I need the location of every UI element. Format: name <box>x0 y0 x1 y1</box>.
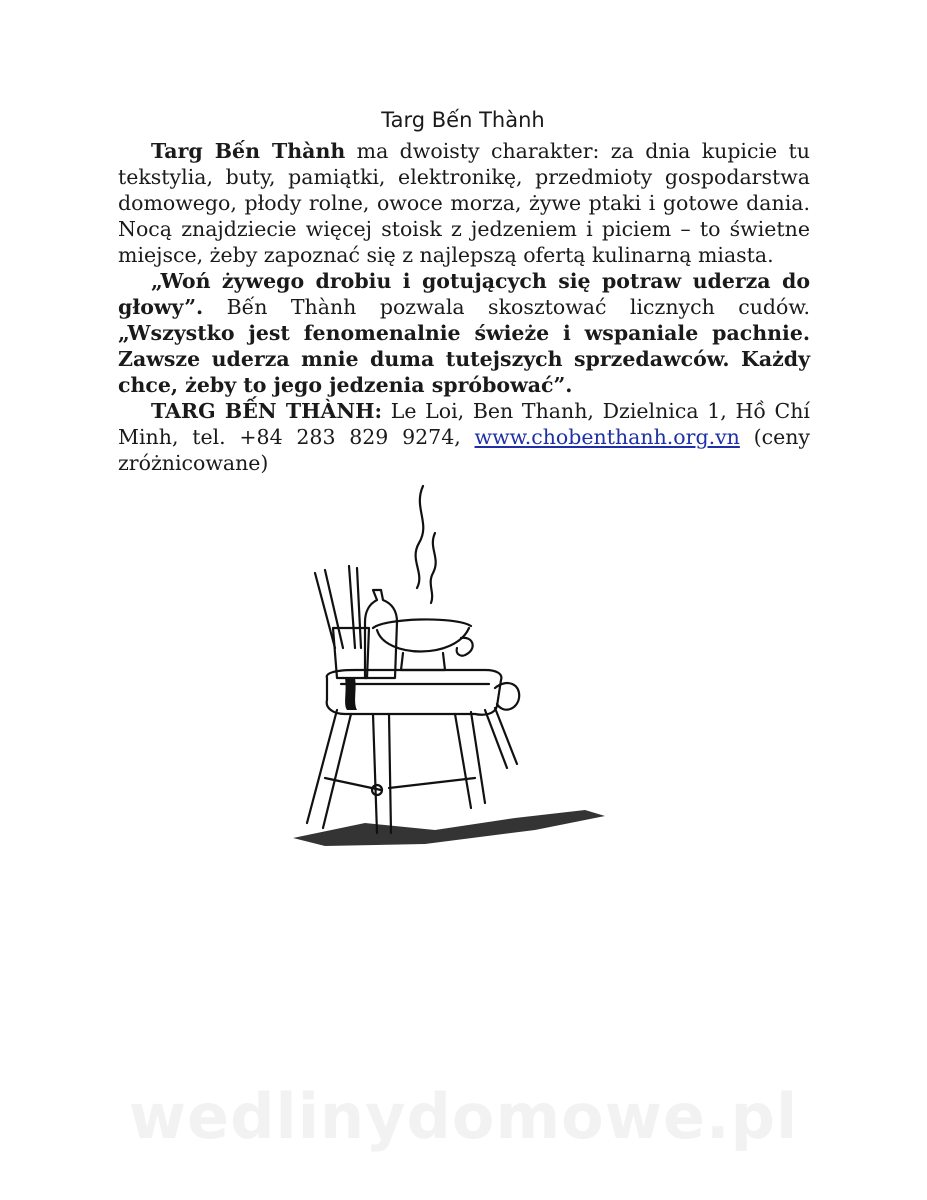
watermark-text: wedlinydomowe.pl <box>128 1080 799 1153</box>
paragraph-intro <box>118 138 810 268</box>
address-label: TARG BẾN THÀNH: <box>151 399 383 423</box>
quote-smell: „Woń żywego drobiu i gotujących się potraw uderza do głowy”. <box>118 269 810 319</box>
intro-text: ma dwoisty charakter: za dnia kupicie tu tekstylia, buty, pamiątki, elektronikę, przedmioty gospodarstwa domowego, płody rolne, owoce morza, żywe ptaki i gotowe dania. Nocą znajdziecie więcej stoisk z jedzeniem i piciem – to świetne miejsce, żeby zapoznać się z najlepszą ofertą kulinarną miasta. <box>118 139 810 267</box>
stool-with-bowl-illustration-icon <box>285 478 655 848</box>
article-body <box>118 138 810 476</box>
paragraph-quotes <box>118 268 810 398</box>
market-name: Targ Bến Thành <box>151 139 346 163</box>
website-link[interactable]: www.chobenthanh.org.vn <box>474 425 740 449</box>
page-title: Targ Bến Thành <box>381 108 545 132</box>
quote-bridge-text: Bến Thành pozwala skosztować licznych cudów. <box>203 295 810 319</box>
quote-freshness: „Wszystko jest fenomenalnie świeże i wspaniale pachnie. Zawsze uderza mnie duma tutejszych sprzedawców. Każdy chce, żeby to jego jedzenia spróbować”. <box>118 321 810 397</box>
price-note: (ceny zróżnicowane) <box>118 425 811 475</box>
paragraph-address <box>118 398 810 476</box>
address-text: Le Loi, Ben Thanh, Dzielnica 1, Hồ Chí Minh, tel. +84 283 829 9274, <box>118 399 810 449</box>
